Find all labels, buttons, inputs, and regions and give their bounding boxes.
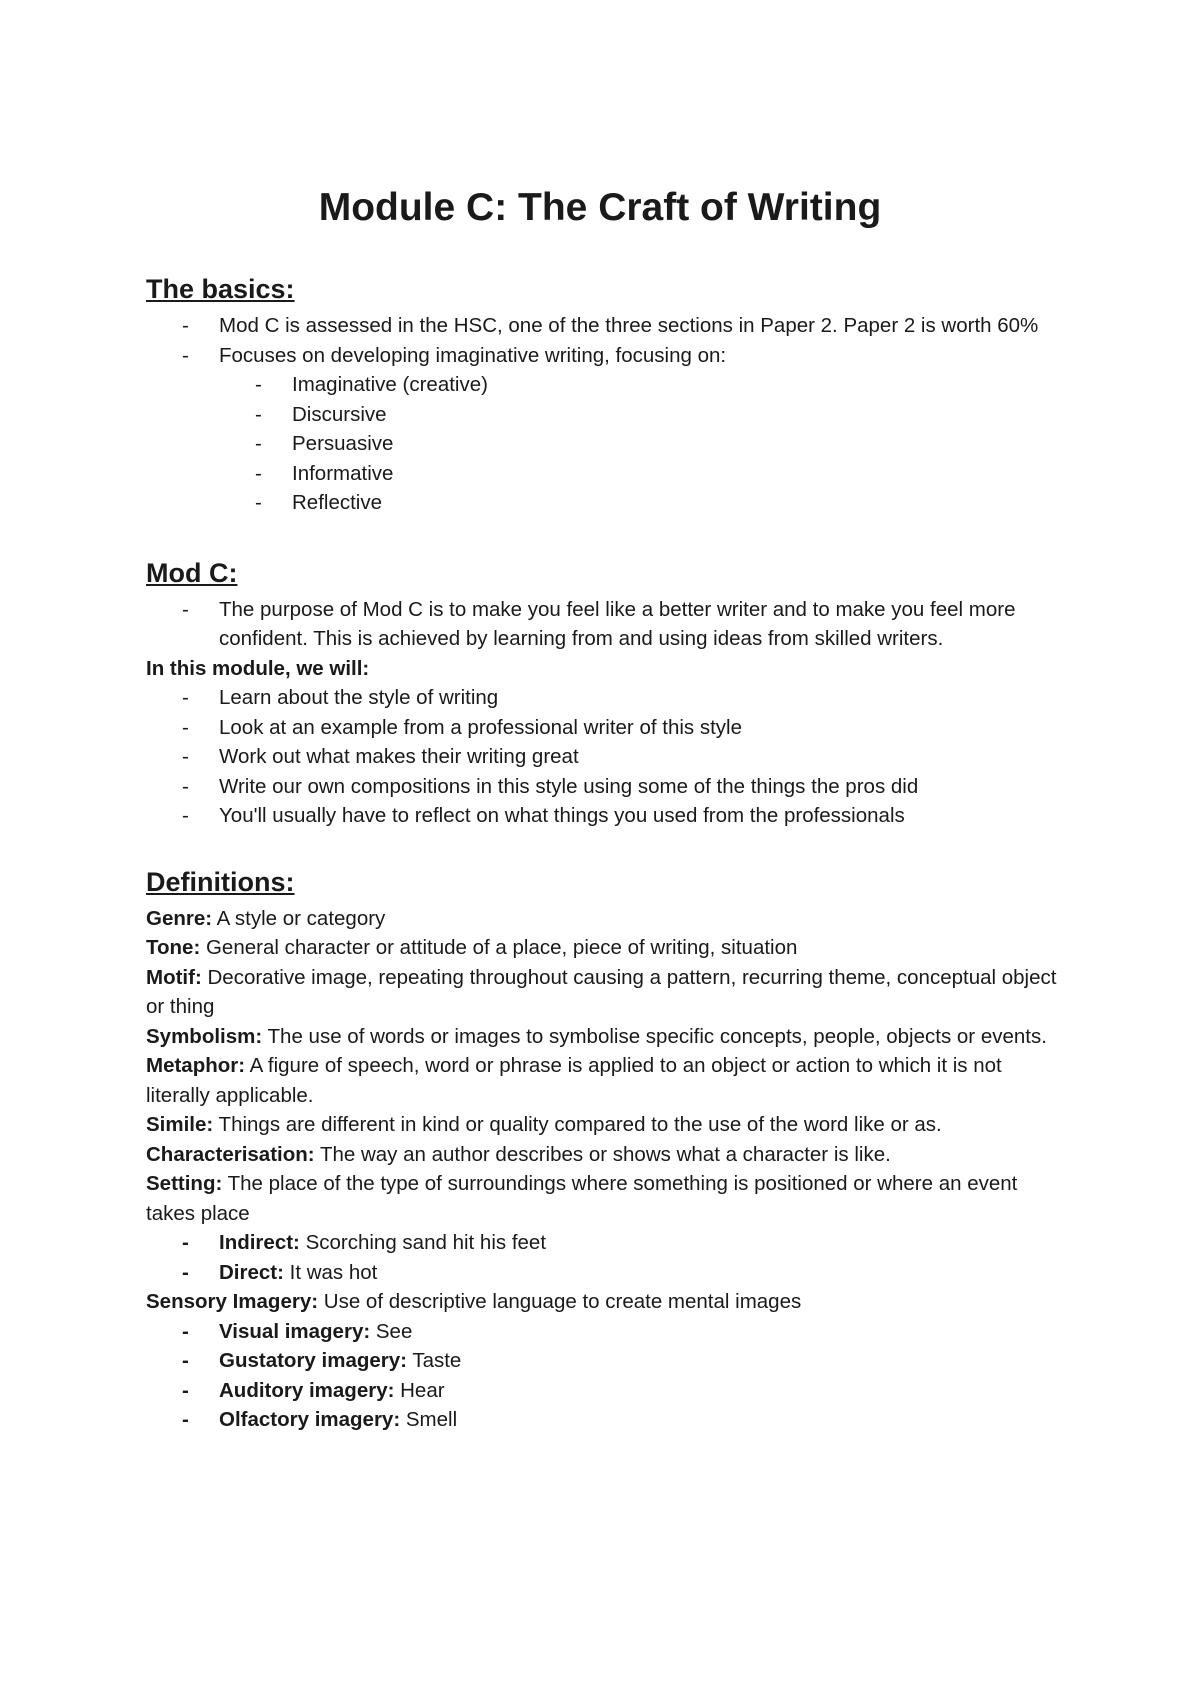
basics-heading: The basics: <box>146 274 295 304</box>
dash-bullet: - <box>255 461 262 485</box>
definition-entry <box>146 933 1066 963</box>
sublist-item <box>146 1405 1066 1435</box>
sublist-term: Olfactory imagery: <box>219 1408 401 1431</box>
definition-entry <box>146 1051 1066 1110</box>
sublist-item <box>146 488 1066 518</box>
sublist-item-text: Reflective <box>292 491 383 514</box>
definition-term: Motif: <box>146 965 202 989</box>
dash-bullet: - <box>255 491 262 514</box>
sublist-item <box>146 1228 1066 1258</box>
sublist-term: Auditory imagery: <box>219 1378 395 1402</box>
sublist-item <box>146 1317 1066 1347</box>
sublist-text: Scorching sand hit his feet <box>305 1231 547 1254</box>
dash-bullet: - <box>182 774 189 798</box>
sublist-term: Direct: <box>219 1260 284 1284</box>
dash-bullet: - <box>182 686 189 709</box>
sublist-item <box>146 370 1066 400</box>
sublist-text: Smell <box>405 1408 458 1431</box>
dash-bullet: - <box>182 1349 189 1372</box>
definition-term: Setting: <box>146 1172 223 1195</box>
sublist-item <box>146 400 1066 430</box>
sensory-sublist <box>146 1317 1066 1435</box>
list-item <box>146 595 1066 654</box>
definition-text: Things are different in kind or quality compared to the use of the word like or as. <box>218 1113 942 1136</box>
modc-heading: Mod C: <box>146 557 238 588</box>
definition-term: Simile: <box>146 1113 214 1136</box>
setting-sublist <box>146 1228 1066 1287</box>
list-item <box>146 801 1066 831</box>
definition-entry <box>146 963 1066 1022</box>
definition-text: Use of descriptive language to create mental images <box>323 1290 802 1313</box>
dash-bullet: - <box>182 715 189 739</box>
dash-bullet: - <box>182 343 189 367</box>
list-item-text: You'll usually have to reflect on what things you used from the professionals <box>219 804 905 827</box>
dash-bullet: - <box>255 432 262 455</box>
list-item <box>146 341 1066 371</box>
dash-bullet: - <box>255 373 262 396</box>
sublist-text: Taste <box>412 1349 462 1372</box>
dash-bullet: - <box>255 402 262 426</box>
modc-purpose-list <box>146 595 1066 654</box>
definition-term: Genre: <box>146 906 213 930</box>
sublist-item <box>146 1258 1066 1288</box>
dash-bullet: - <box>182 804 189 827</box>
page-title: Module C: The Craft of Writing <box>318 186 882 229</box>
definition-entry <box>146 1110 1066 1140</box>
sublist-text: See <box>375 1319 413 1343</box>
sublist-term: Indirect: <box>219 1231 300 1254</box>
definition-entry <box>146 1022 1066 1052</box>
definition-term: Tone: <box>146 936 201 959</box>
document-body <box>146 271 1066 1435</box>
definition-text: The way an author describes or shows what a character is like. <box>319 1142 891 1166</box>
sublist-item <box>146 429 1066 459</box>
dash-bullet: - <box>182 314 189 337</box>
module-will-label: In this module, we will: <box>146 656 370 680</box>
list-item-text: Write our own compositions in this style using some of the things the pros did <box>219 774 919 798</box>
definition-term: Characterisation: <box>146 1142 315 1166</box>
list-item-text: Learn about the style of writing <box>219 686 499 709</box>
dash-bullet: - <box>182 1260 189 1284</box>
list-item <box>146 713 1066 743</box>
definition-text: The use of words or images to symbolise specific concepts, people, objects or events. <box>267 1024 1047 1048</box>
sublist-item-text: Imaginative (creative) <box>292 373 488 396</box>
list-item <box>146 683 1066 713</box>
sublist-item-text: Persuasive <box>292 432 394 455</box>
sublist-term: Gustatory imagery: <box>219 1349 407 1372</box>
sublist-text: It was hot <box>289 1260 378 1284</box>
definition-entry <box>146 904 1066 934</box>
definition-text: Decorative image, repeating throughout causing a pattern, recurring theme, conceptual object or thing <box>146 965 1057 1018</box>
definition-text: General character or attitude of a place, piece of writing, situation <box>205 936 798 959</box>
dash-bullet: - <box>182 1231 189 1254</box>
list-item-text: Mod C is assessed in the HSC, one of the three sections in Paper 2. Paper 2 is worth 60% <box>219 314 1039 337</box>
list-item-text: The purpose of Mod C is to make you feel like a better writer and to make you feel more confident. This is achieved by learning from and using ideas from skilled writers. <box>219 597 1016 650</box>
list-item-text: Look at an example from a professional writer of this style <box>219 715 742 739</box>
sublist-item-text: Discursive <box>292 402 387 426</box>
sublist-item <box>146 1376 1066 1406</box>
definition-term: Symbolism: <box>146 1024 263 1048</box>
definition-text: A figure of speech, word or phrase is applied to an object or action to which it is not literally applicable. <box>146 1054 1002 1107</box>
dash-bullet: - <box>182 1378 189 1402</box>
definition-term: Metaphor: <box>146 1054 246 1077</box>
sublist-term: Visual imagery: <box>219 1319 371 1343</box>
list-item <box>146 311 1066 341</box>
definition-entry <box>146 1169 1066 1228</box>
definition-text: The place of the type of surroundings where something is positioned or where an event takes place <box>146 1172 1018 1225</box>
list-item <box>146 742 1066 772</box>
sublist-text: Hear <box>400 1378 445 1402</box>
list-item-text: Work out what makes their writing great <box>219 745 579 768</box>
focus-sublist <box>146 370 1066 518</box>
basics-list <box>146 311 1066 370</box>
dash-bullet: - <box>182 745 189 768</box>
definition-text: A style or category <box>216 906 386 930</box>
dash-bullet: - <box>182 1319 189 1343</box>
sublist-item-text: Informative <box>292 461 394 485</box>
definition-term: Sensory Imagery: <box>146 1290 319 1313</box>
sublist-item <box>146 1346 1066 1376</box>
sublist-item <box>146 459 1066 489</box>
definition-entry <box>146 1140 1066 1170</box>
dash-bullet: - <box>182 597 189 621</box>
definition-entry <box>146 1287 1066 1317</box>
module-will-list <box>146 683 1066 831</box>
list-item-text: Focuses on developing imaginative writing, focusing on: <box>219 343 727 367</box>
dash-bullet: - <box>182 1408 189 1431</box>
definitions-heading: Definitions: <box>146 866 295 897</box>
list-item <box>146 772 1066 802</box>
